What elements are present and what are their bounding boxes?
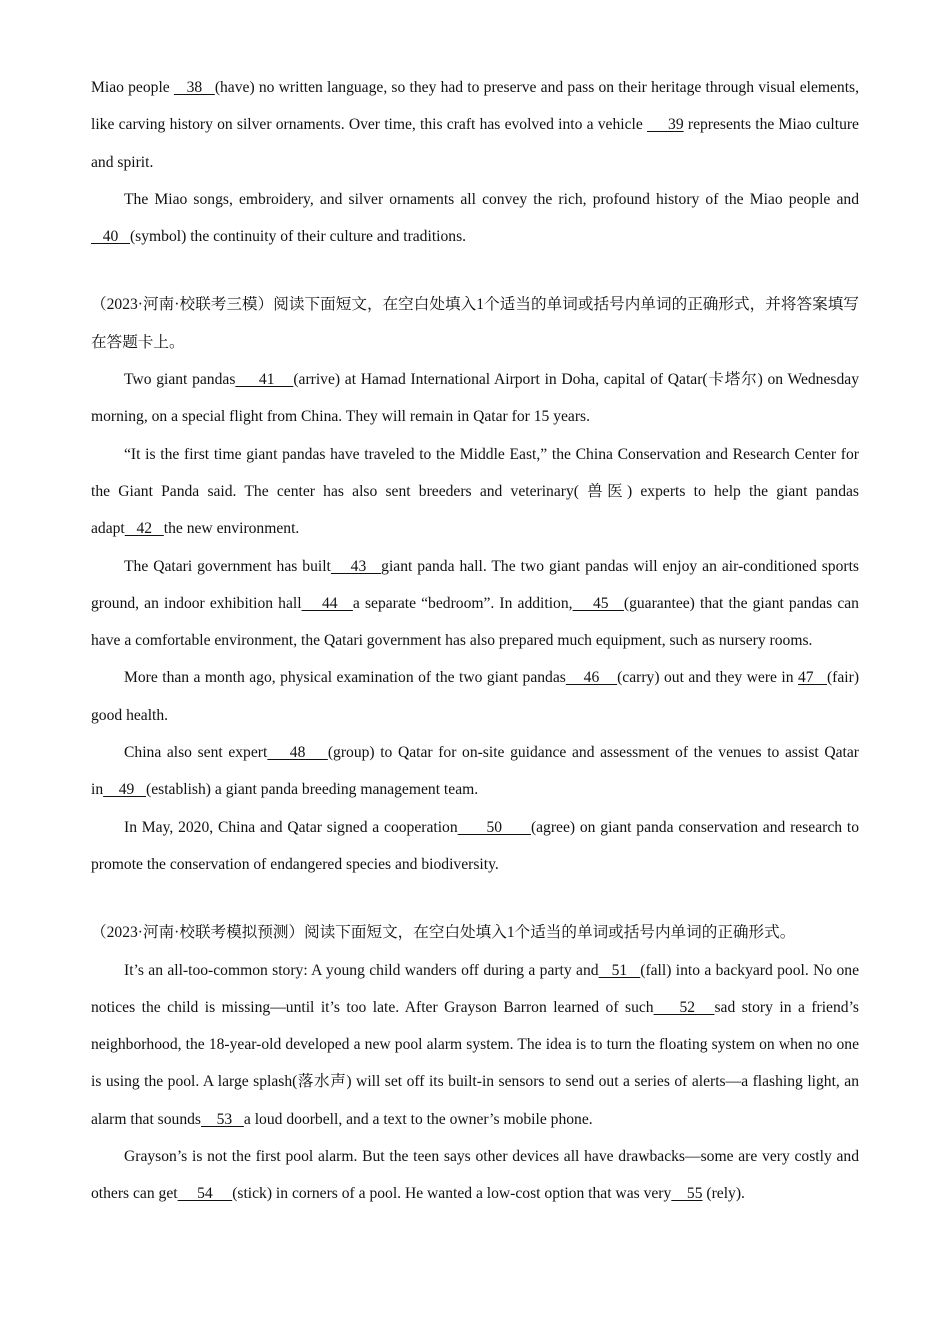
blank-55[interactable]: 55 <box>671 1185 703 1203</box>
paragraph-pool-2: Grayson’s is not the first pool alarm. But the teen says other devices all have drawbacks—some are very costly and others can get 54 (stick) in corners of a pool. He wanted a low-cost option that was very 55 (rely). <box>91 1148 859 1203</box>
blank-45[interactable]: 45 <box>572 594 624 612</box>
blank-41[interactable]: 41 <box>235 371 294 389</box>
blank-47[interactable]: 47 <box>798 669 827 687</box>
blank-38[interactable]: 38 <box>173 79 215 96</box>
paragraph-panda-2: “It is the first time giant pandas have traveled to the Middle East,” the China Conservation and Research Center for the Giant Panda said. The center has also sent breeders and veterinary( 兽医) experts to help the giant pandas adapt 42 the new environment. <box>91 445 859 538</box>
blank-39[interactable]: 39 <box>646 116 684 134</box>
blank-50[interactable]: 50 <box>457 818 531 836</box>
blank-43[interactable]: 43 <box>330 557 382 575</box>
blank-40[interactable]: 40 <box>91 228 130 246</box>
section-header-panda: （2023·河南·校联考三模）阅读下面短文，在空白处填入1个适当的单词或括号内单词的正确形式，并将答案填写在答题卡上。 <box>91 296 859 351</box>
paragraph-miao-1: Miao people 38 (have) no written language, so they had to preserve and pass on their heritage through visual elements, like carving history on silver ornaments. Over time, this craft has evolved into a vehicle 39 represents the Miao culture and spirit. <box>91 79 860 171</box>
paragraph-panda-5: China also sent expert 48 (group) to Qatar for on-site guidance and assessment of the venues to assist Qatar in 49 (establish) a giant panda breeding management team. <box>91 744 859 799</box>
blank-51[interactable]: 51 <box>598 961 641 979</box>
blank-54[interactable]: 54 <box>177 1185 233 1203</box>
paragraph-pool-1: It’s an all-too-common story: A young child wanders off during a party and 51 (fall) into a backyard pool. No one notices the child is missing—until it’s too late. After Grayson Barron learned of such 52 sad story in a friend’s neighborhood, the 18-year-old developed a new pool alarm system. The idea is to turn the floating system on when no one is using the pool. A large splash(落水声) will set off its built-in sensors to send out a series of alerts—a flashing light, an alarm that sounds 53 a loud doorbell, and a text to the owner’s mobile phone. <box>91 961 860 1128</box>
paragraph-panda-4: More than a month ago, physical examination of the two giant pandas 46 (carry) out and they were in 47 (fair) good health. <box>91 669 860 724</box>
blank-52[interactable]: 52 <box>653 998 715 1016</box>
paragraph-panda-3: The Qatari government has built 43 giant panda hall. The two giant pandas will enjoy an air-conditioned sports ground, an indoor exhibition hall 44 a separate “bedroom”. In addition, 45 (guarantee) that the giant pandas can have a comfortable environment, the Qatari government has also prepared much equipment, such as nursery rooms. <box>91 557 859 650</box>
blank-46[interactable]: 46 <box>565 669 618 687</box>
paragraph-panda-6: In May, 2020, China and Qatar signed a cooperation 50 (agree) on giant panda conservation and research to promote the conservation of endangered species and biodiversity. <box>91 818 859 873</box>
blank-42[interactable]: 42 <box>124 520 164 538</box>
document-page <box>91 69 859 1213</box>
blank-49[interactable]: 49 <box>103 781 147 799</box>
section-header-pool: （2023·河南·校联考模拟预测）阅读下面短文，在空白处填入1个适当的单词或括号内单词的正确形式。 <box>91 924 796 942</box>
blank-44[interactable]: 44 <box>301 594 353 612</box>
blank-53[interactable]: 53 <box>201 1110 244 1128</box>
blank-48[interactable]: 48 <box>267 744 328 762</box>
paragraph-miao-2: The Miao songs, embroidery, and silver ornaments all convey the rich, profound history of the Miao people and 40 (symbol) the continuity of their culture and traditions. <box>91 190 859 246</box>
paragraph-panda-1: Two giant pandas 41 (arrive) at Hamad International Airport in Doha, capital of Qatar(卡塔尔) on Wednesday morning, on a special flight from China. They will remain in Qatar for 15 years. <box>91 371 859 426</box>
